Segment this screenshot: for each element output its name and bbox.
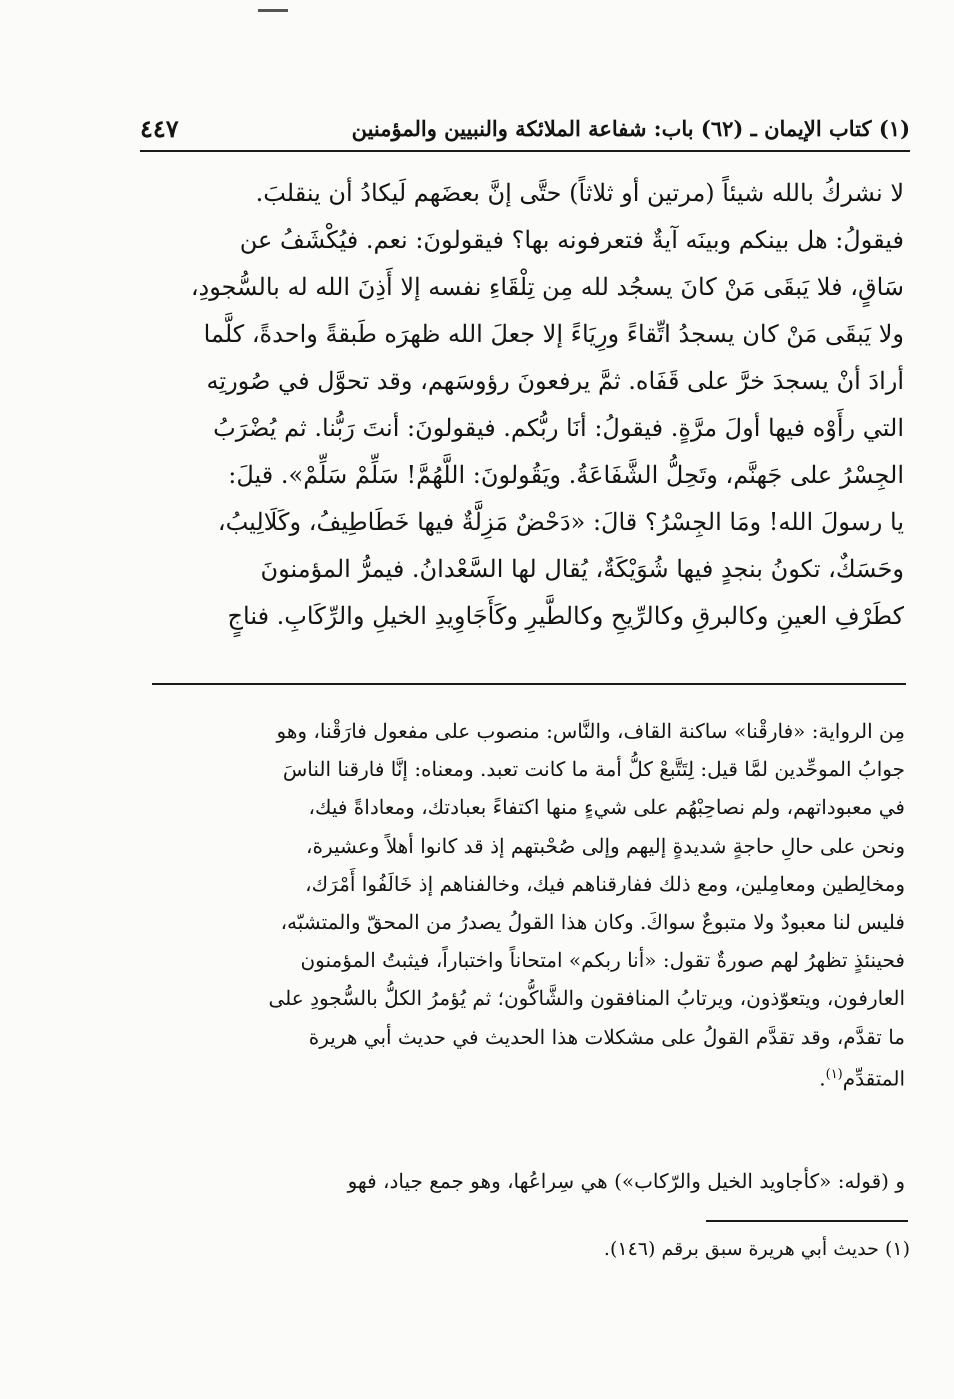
commentary-line-text: المتقدِّم <box>842 1066 905 1091</box>
running-head: (١) كتاب الإيمان ـ (٦٢) باب: شفاعة الملائكة والنبيين والمؤمنين <box>351 116 910 141</box>
text-line: سَاقٍ، فلا يَبقَى مَنْ كانَ يسجُد لله مِن تِلْقَاءِ نفسه إلا أَذِنَ الله له بالسُّجودِ، <box>190 273 904 301</box>
text-line: فيقولُ: هل بينكم وبينَه آيةٌ فتعرفونه بها؟ فيقولونَ: نعم. فيُكْشَفُ عن <box>239 226 904 254</box>
text-line: كطَرْفِ العينِ وكالبرقِ وكالرِّيحِ وكالطَّيرِ وكَأَجَاوِيدِ الخيلِ والرِّكَابِ. فناجٍ <box>227 602 904 630</box>
commentary-text <box>160 712 905 1094</box>
commentary-line: فحينئذٍ تظهرُ لهم صورةٌ تقول: «أنا ربكم» امتحاناً واختباراً، فيثبتُ المؤمنون <box>300 948 905 973</box>
commentary-continuation: و (قوله: «كأجاويد الخيل والرّكاب») هي سِراعُها، وهو جمع جياد، فهو <box>347 1169 905 1193</box>
footnote-reference[interactable]: (١) <box>825 1066 843 1082</box>
page-header <box>140 110 910 150</box>
commentary-line: مِن الرواية: «فارقْنا» ساكنة القاف، والنَّاس: منصوب على مفعول فارَقْنا، وهو <box>276 719 905 743</box>
text-line: وحَسَكٌ، تكونُ بنجدٍ فيها شُوَيْكَةٌ، يُقال لها السَّعْدانُ. فيمرُّ المؤمنونَ <box>260 555 904 583</box>
commentary-line: جوابُ الموحِّدين لمَّا قيل: لِتَتَّبعْ كلُّ أمة ما كانت تعبد. ومعناه: إنَّا فارقنا الناسَ <box>282 757 905 782</box>
text-line: الجِسْرُ على جَهنَّم، وتَحِلُّ الشَّفَاعَةُ. ويَقُولونَ: اللَّهُمَّ! سَلِّمْ سَلِّمْ». قيلَ: <box>228 461 904 489</box>
commentary-line: ومخالِطين ومعامِلين، ومع ذلك ففارقناهم فيك، وخالفناهم إذ خَالَفُوا أَمْرَك، <box>305 871 905 896</box>
commentary-line: فليس لنا معبودٌ ولا متبوعٌ سواكَ. وكان هذا القولُ يصدرُ من المحقّ والمتشبّه، <box>280 909 905 934</box>
commentary-line: العارفون، ويتعوّذون، ويرتابُ المنافقون والشَّاكُّون؛ ثم يُؤمرُ الكلُّ بالسُّجودِ على <box>268 986 905 1011</box>
top-edge-mark <box>258 0 288 6</box>
text-line: ولا يَبقَى مَنْ كان يسجدُ اتِّقاءً ورِيَاءً إلا جعلَ الله ظهرَه طَبقةً واحدةً، كلَّما <box>203 320 904 348</box>
period: . <box>819 1066 826 1091</box>
page-number: ٤٤٧ <box>140 114 179 143</box>
footnote-divider <box>706 1220 908 1222</box>
section-divider <box>152 683 906 685</box>
commentary-line <box>160 1056 905 1094</box>
commentary-line: ما تقدَّم، وقد تقدَّم القولُ على مشكلات هذا الحديث في حديث أبي هريرة <box>308 1024 905 1049</box>
hadith-text <box>148 170 904 640</box>
commentary-line: ونحن على حالِ حاجةٍ شديدةٍ إليهم وإلى صُحْبتهم إذ قد كانوا أهلاً وعشيرة، <box>306 833 905 858</box>
text-line: أرادَ أنْ يسجدَ خرَّ على قَفَاه. ثمَّ يرفعونَ رؤوسَهم، وقد تحوَّل في صُورتِه <box>206 367 904 395</box>
text-line: التي رأَوْه فيها أولَ مرَّةٍ. فيقولُ: أنَا ربُّكم. فيقولونَ: أنتَ رَبُّنا. ثم يُضْرَبُ <box>213 414 904 442</box>
commentary-line: في معبوداتهم، ولم نصاحِبْهُم على شيءٍ منها اكتفاءً بعبادتك، ومعاداةً فيك، <box>308 795 905 820</box>
text-line: لا نشركُ بالله شيئاً (مرتين أو ثلاثاً) حتَّى إنَّ بعضَهم لَيكادُ أن ينقلبَ. <box>255 179 904 207</box>
text-line: يا رسولَ الله! ومَا الجِسْرُ؟ قالَ: «دَحْضٌ مَزِلَّةٌ فيها خَطَاطِيفُ، وكَلَالِيبُ، <box>217 508 904 536</box>
header-rule <box>140 150 910 152</box>
footnote: (١) حديث أبي هريرة سبق برقم (١٤٦). <box>603 1238 910 1260</box>
